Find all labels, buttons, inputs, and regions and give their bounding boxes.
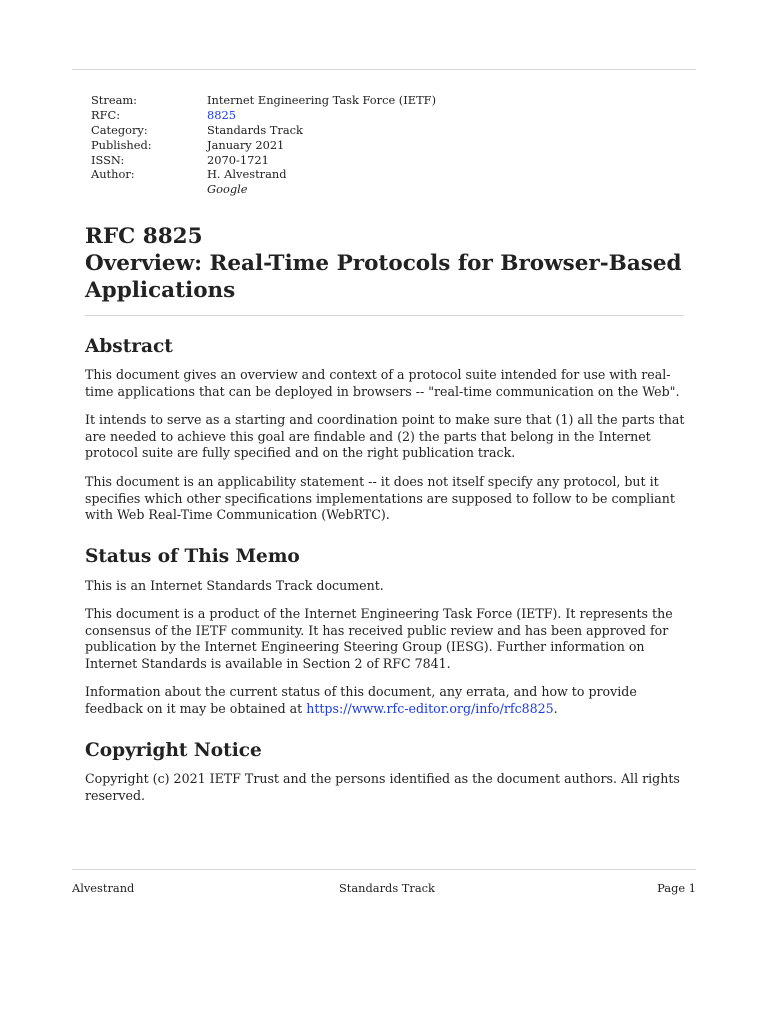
rfc-number-heading: RFC 8825 — [85, 224, 203, 249]
header-divider — [72, 69, 696, 70]
meta-label: ISSN: — [91, 152, 125, 167]
title-line-1: Overview: Real-Time Protocols for Browser-Based — [85, 251, 682, 276]
author-affiliation: Google — [207, 182, 248, 197]
status-heading: Status of This Memo — [85, 546, 300, 567]
copyright-paragraph: Copyright (c) 2021 IETF Trust and the persons identified as the document authors. All rights reserved. — [85, 771, 680, 803]
meta-row-stream — [91, 93, 436, 108]
copyright-heading: Copyright Notice — [85, 740, 262, 761]
rfc-number-link[interactable]: 8825 — [207, 107, 236, 122]
status-paragraph-3 — [85, 684, 690, 717]
document-metadata — [91, 93, 436, 197]
status-paragraph-2: This document is a product of the Internet Engineering Task Force (IETF). It represents the consensus of the IETF community. It has received public review and has been approved for publication by the Internet Engineering Steering Group (IESG). Further information on Internet Standards is available in Section 2 of RFC 7841. — [85, 606, 673, 671]
meta-label: Author: — [91, 167, 135, 182]
title-divider — [85, 315, 684, 316]
abstract-paragraph-3: This document is an applicability statement -- it does not itself specify any protocol, but it specifies which other specifications implementations are supposed to follow to be compliant with Web Real-Time Communication (WebRTC). — [85, 474, 675, 523]
page-footer — [72, 880, 696, 896]
meta-value: Standards Track — [207, 122, 303, 137]
meta-label: Published: — [91, 137, 152, 152]
document-title — [85, 223, 685, 304]
status-paragraph-3-end: . — [553, 700, 558, 716]
abstract-heading: Abstract — [85, 336, 173, 357]
footer-divider — [72, 869, 696, 870]
meta-value: January 2021 — [207, 137, 285, 152]
status-paragraph-1: This is an Internet Standards Track document. — [85, 578, 384, 593]
footer-category: Standards Track — [339, 881, 435, 895]
meta-label: Category: — [91, 122, 148, 137]
rfc-editor-info-link[interactable]: https://www.rfc-editor.org/info/rfc8825 — [306, 700, 554, 716]
meta-value: Internet Engineering Task Force (IETF) — [207, 93, 437, 107]
meta-row-published — [91, 138, 436, 153]
meta-label: Stream: — [91, 93, 137, 107]
abstract-paragraph-1: This document gives an overview and context of a protocol suite intended for use with real-time applications that can be deployed in browsers -- "real-time communication on the Web". — [85, 367, 680, 399]
author-name: H. Alvestrand — [207, 167, 287, 182]
footer-author: Alvestrand — [72, 881, 135, 895]
meta-row-rfc — [91, 108, 436, 123]
status-paragraph-3-text: Information about the current status of this document, any errata, and how to provide feedback on it may be obtained at — [85, 684, 637, 716]
meta-label: RFC: — [91, 107, 121, 122]
meta-value: 2070-1721 — [207, 152, 269, 167]
title-line-2: Applications — [85, 278, 236, 303]
meta-row-author — [91, 167, 436, 182]
abstract-paragraph-2: It intends to serve as a starting and coordination point to make sure that (1) all the parts that are needed to achieve this goal are findable and (2) the parts that belong in the Internet protocol suite are fully specified and on the right publication track. — [85, 412, 685, 461]
meta-row-category — [91, 123, 436, 138]
meta-row-issn — [91, 153, 436, 168]
meta-row-affiliation — [91, 182, 436, 197]
footer-page-number: Page 1 — [657, 881, 696, 895]
